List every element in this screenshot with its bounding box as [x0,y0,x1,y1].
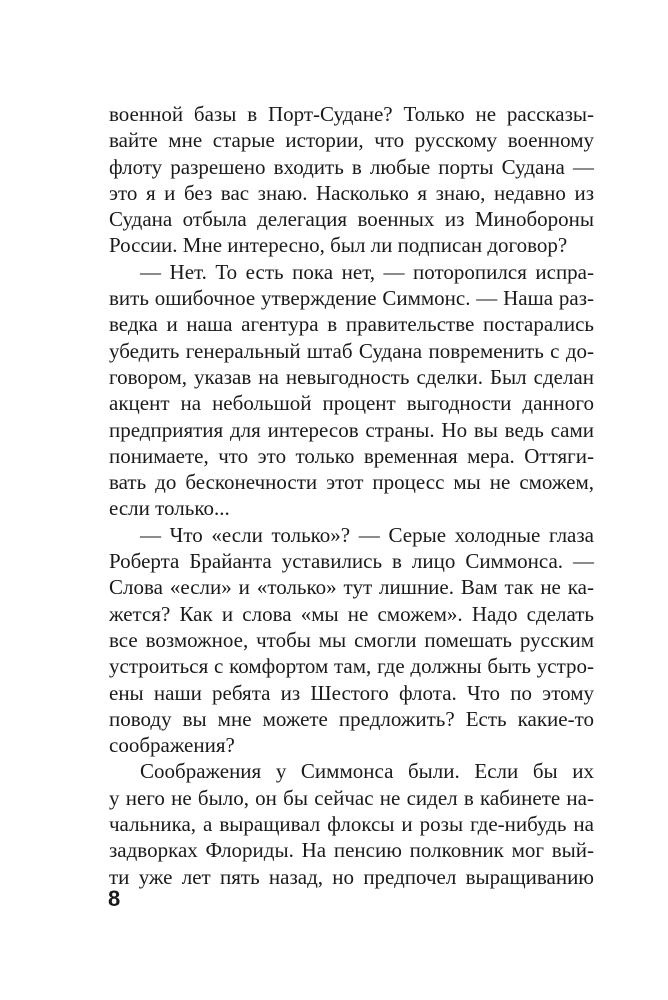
text-line: ти уже лет пять назад, но предпочел выращиванию [109,864,594,889]
text-line: убедить генеральный штаб Судана повременить с до- [109,338,594,363]
text-line: у него не было, он бы сейчас не сидел в кабинете на- [109,785,594,810]
text-line: Соображения у Симмонса были. Если бы их [140,759,594,784]
page-number: 8 [108,886,121,911]
text-line: ены наши ребята из Шестого флота. Что по этому [109,680,594,705]
text-line: Роберта Брайанта уставились в лицо Симмонса. — [109,549,594,574]
text-line: жется? Как и слова «мы не сможем». Надо сделать [109,601,594,626]
text-line: соображения? [109,733,235,758]
text-line: акцент на небольшой процент выгодности данного [109,391,594,416]
text-line: это я и без вас знаю. Насколько я знаю, недавно из [109,180,594,205]
body-text [109,101,594,890]
text-line: Судана отбыла делегация военных из Минобороны [109,207,594,232]
text-line: вить ошибочное утверждение Симмонс. — Наша раз- [109,286,594,311]
text-line: — Нет. То есть пока нет, — поторопился испра- [140,259,594,284]
text-line: вать до бесконечности этот процесс мы не сможем, [109,470,594,495]
text-line: Слова «если» и «только» тут лишние. Вам так не ка- [109,575,594,600]
text-line: задворках Флориды. На пенсию полковник мог вый- [109,838,594,863]
text-line: вайте мне старые истории, что русскому военному [109,128,594,153]
text-line: предприятия для интересов страны. Но вы ведь сами [109,417,594,442]
text-line: России. Мне интересно, был ли подписан договор? [109,233,568,258]
text-line: устроиться с комфортом там, где должны быть устро- [109,654,594,679]
text-line: если только... [109,496,230,521]
text-line: ведка и наша агентура в правительстве постарались [109,312,594,337]
text-line: флоту разрешено входить в любые порты Судана — [109,154,594,179]
text-line: чальника, а выращивал флоксы и розы где-нибудь на [109,812,594,837]
text-line: — Что «если только»? — Серые холодные глаза [140,522,594,547]
text-line: понимаете, что это только временная мера. Оттяги- [109,443,594,468]
text-line: военной базы в Порт-Судане? Только не рассказы- [109,102,594,126]
text-line: поводу вы мне можете предложить? Есть какие-то [109,706,594,731]
text-line: все возможное, чтобы мы смогли помешать русским [109,627,594,652]
text-line: говором, указав на невыгодность сделки. Был сделан [109,364,594,389]
